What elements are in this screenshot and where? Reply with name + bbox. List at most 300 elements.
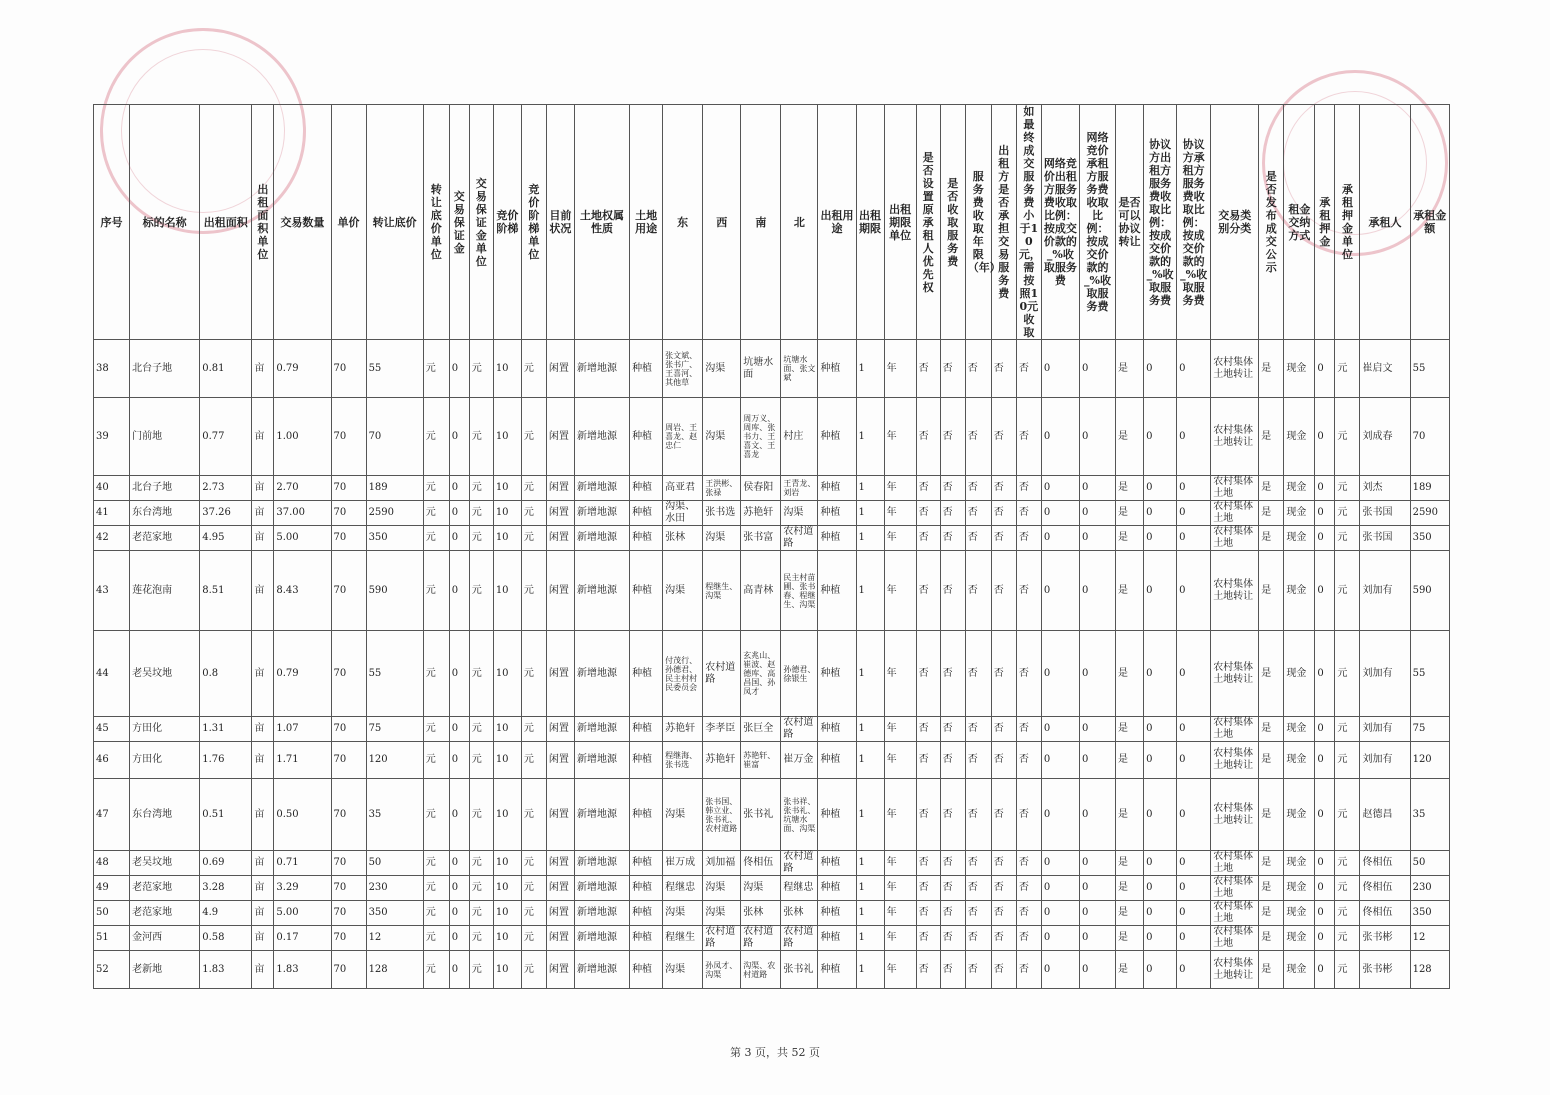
table-cell: 元	[469, 501, 493, 526]
table-cell: 12	[366, 926, 423, 951]
table-cell: 0.77	[200, 398, 252, 476]
table-cell: 0	[1041, 742, 1079, 779]
table-cell: 种植	[818, 717, 856, 742]
table-cell: 玄兆山、崔波、赵德库、高昌国、孙凤才	[741, 631, 781, 717]
table-cell: 新增地源	[574, 742, 629, 779]
table-cell: 年	[884, 398, 916, 476]
table-cell: 0	[1041, 476, 1079, 501]
table-cell: 0	[1177, 901, 1211, 926]
table-cell: 否	[965, 526, 991, 551]
table-cell: 刘加有	[1360, 742, 1410, 779]
table-cell: 现金	[1284, 876, 1315, 901]
table-cell: 刘加有	[1360, 551, 1410, 631]
table-cell: 0	[1041, 951, 1079, 989]
table-cell: 0	[1177, 631, 1211, 717]
table-cell: 0	[449, 398, 469, 476]
table-cell: 否	[916, 779, 940, 851]
table-cell: 否	[940, 340, 965, 398]
table-cell: 0	[1079, 717, 1115, 742]
table-cell: 0	[1315, 476, 1335, 501]
table-cell: 10	[493, 779, 521, 851]
column-header: 交易数量	[274, 105, 331, 340]
table-cell: 是	[1259, 631, 1284, 717]
table-cell: 1	[856, 631, 884, 717]
table-cell: 128	[366, 951, 423, 989]
column-header: 是否设置原承租人优先权	[916, 105, 940, 340]
table-cell: 0	[449, 742, 469, 779]
table-cell: 张书富	[741, 526, 781, 551]
table-cell: 否	[991, 501, 1016, 526]
table-cell: 张书礼	[741, 779, 781, 851]
table-row	[94, 742, 1450, 779]
table-cell: 否	[916, 742, 940, 779]
table-cell: 种植	[818, 526, 856, 551]
table-cell: 否	[940, 526, 965, 551]
land-lease-table	[93, 104, 1450, 989]
table-cell: 种植	[818, 631, 856, 717]
column-header: 出租方是否承担交易服务费	[991, 105, 1016, 340]
table-cell: 128	[1410, 951, 1449, 989]
table-cell: 是	[1116, 526, 1144, 551]
table-cell: 48	[94, 851, 130, 876]
table-cell: 元	[469, 926, 493, 951]
table-cell: 新增地源	[574, 501, 629, 526]
table-cell: 0	[1177, 501, 1211, 526]
table-cell: 否	[1016, 526, 1041, 551]
table-cell: 刘加有	[1360, 631, 1410, 717]
table-cell: 否	[991, 926, 1016, 951]
table-cell: 1	[856, 851, 884, 876]
table-cell: 0.58	[200, 926, 252, 951]
table-cell: 亩	[252, 551, 274, 631]
table-cell: 元	[521, 851, 546, 876]
table-cell: 1.76	[200, 742, 252, 779]
table-cell: 村庄	[781, 398, 818, 476]
table-cell: 现金	[1284, 926, 1315, 951]
table-cell: 元	[521, 476, 546, 501]
table-cell: 否	[991, 526, 1016, 551]
table-cell: 0.79	[274, 340, 331, 398]
table-cell: 0.51	[200, 779, 252, 851]
table-cell: 元	[521, 926, 546, 951]
table-row	[94, 631, 1450, 717]
table-cell: 元	[1335, 851, 1360, 876]
table-cell: 0	[1315, 340, 1335, 398]
column-header: 承租押金	[1315, 105, 1335, 340]
table-cell: 是	[1259, 779, 1284, 851]
table-cell: 元	[1335, 876, 1360, 901]
table-cell: 否	[916, 631, 940, 717]
table-cell: 坑塘水面、张文斌	[781, 340, 818, 398]
table-cell: 否	[1016, 926, 1041, 951]
table-cell: 350	[366, 901, 423, 926]
column-header: 是否可以协议转让	[1116, 105, 1144, 340]
table-cell: 0	[1079, 501, 1115, 526]
table-cell: 闲置	[546, 398, 574, 476]
table-cell: 1	[856, 951, 884, 989]
table-cell: 44	[94, 631, 130, 717]
table-cell: 50	[94, 901, 130, 926]
table-cell: 0	[449, 501, 469, 526]
table-cell: 元	[521, 876, 546, 901]
table-cell: 1	[856, 476, 884, 501]
column-header: 交易保证金	[449, 105, 469, 340]
table-cell: 否	[991, 876, 1016, 901]
table-cell: 元	[423, 901, 449, 926]
table-cell: 是	[1116, 742, 1144, 779]
table-cell: 元	[469, 340, 493, 398]
table-cell: 周万义、周库、张书力、王喜文、王喜龙	[741, 398, 781, 476]
table-cell: 元	[521, 779, 546, 851]
table-cell: 程继忠	[781, 876, 818, 901]
table-cell: 0	[1041, 398, 1079, 476]
table-cell: 590	[1410, 551, 1449, 631]
table-cell: 元	[423, 876, 449, 901]
table-cell: 种植	[818, 398, 856, 476]
table-body	[94, 340, 1450, 989]
table-row	[94, 901, 1450, 926]
table-cell: 否	[965, 926, 991, 951]
table-cell: 种植	[630, 631, 663, 717]
table-cell: 否	[965, 717, 991, 742]
table-cell: 东台湾地	[130, 501, 200, 526]
table-cell: 程继忠	[663, 876, 703, 901]
table-cell: 刘杰	[1360, 476, 1410, 501]
table-cell: 37.00	[274, 501, 331, 526]
table-cell: 亩	[252, 398, 274, 476]
table-cell: 1	[856, 398, 884, 476]
table-cell: 张书选	[703, 501, 741, 526]
column-header: 是否收取服务费	[940, 105, 965, 340]
table-cell: 种植	[630, 876, 663, 901]
table-cell: 0	[1315, 398, 1335, 476]
table-cell: 否	[940, 951, 965, 989]
table-cell: 东台湾地	[130, 779, 200, 851]
table-cell: 种植	[630, 476, 663, 501]
table-cell: 农村集体土地转让	[1211, 340, 1259, 398]
table-cell: 70	[331, 476, 366, 501]
table-cell: 农村道路	[781, 851, 818, 876]
table-cell: 70	[331, 926, 366, 951]
table-cell: 元	[1335, 779, 1360, 851]
table-cell: 否	[965, 876, 991, 901]
column-header: 出租用途	[818, 105, 856, 340]
table-cell: 现金	[1284, 717, 1315, 742]
table-cell: 是	[1259, 398, 1284, 476]
table-cell: 种植	[818, 901, 856, 926]
column-header: 南	[741, 105, 781, 340]
table-cell: 否	[965, 476, 991, 501]
column-header: 单价	[331, 105, 366, 340]
table-cell: 元	[1335, 526, 1360, 551]
table-cell: 189	[1410, 476, 1449, 501]
table-cell: 否	[940, 779, 965, 851]
table-cell: 是	[1259, 926, 1284, 951]
column-header: 承租金额	[1410, 105, 1449, 340]
table-cell: 亩	[252, 926, 274, 951]
table-cell: 1.07	[274, 717, 331, 742]
table-cell: 农村道路	[781, 926, 818, 951]
table-cell: 农村集体土地	[1211, 526, 1259, 551]
column-header: 竞价阶梯单位	[521, 105, 546, 340]
table-cell: 元	[423, 398, 449, 476]
column-header: 转让底价单位	[423, 105, 449, 340]
table-cell: 张书国、韩立业、张书礼、农村道路	[703, 779, 741, 851]
table-cell: 是	[1116, 340, 1144, 398]
table-row	[94, 779, 1450, 851]
table-cell: 39	[94, 398, 130, 476]
table-cell: 闲置	[546, 742, 574, 779]
table-cell: 种植	[630, 779, 663, 851]
table-cell: 程继生、沟渠	[703, 551, 741, 631]
table-cell: 0	[1079, 398, 1115, 476]
table-cell: 种植	[818, 779, 856, 851]
table-cell: 刘成春	[1360, 398, 1410, 476]
table-cell: 0	[1177, 717, 1211, 742]
table-cell: 元	[423, 501, 449, 526]
table-cell: 否	[991, 901, 1016, 926]
table-cell: 元	[469, 551, 493, 631]
table-cell: 否	[916, 717, 940, 742]
table-cell: 侯春阳	[741, 476, 781, 501]
table-cell: 沟渠	[703, 526, 741, 551]
table-cell: 1	[856, 742, 884, 779]
table-cell: 亩	[252, 631, 274, 717]
table-cell: 否	[916, 340, 940, 398]
table-cell: 是	[1116, 926, 1144, 951]
table-cell: 否	[940, 742, 965, 779]
table-cell: 方田化	[130, 742, 200, 779]
table-cell: 苏艳轩	[741, 501, 781, 526]
table-cell: 否	[916, 876, 940, 901]
table-cell: 0	[1144, 851, 1177, 876]
table-cell: 农村道路	[781, 526, 818, 551]
table-cell: 沟渠	[703, 398, 741, 476]
table-cell: 门前地	[130, 398, 200, 476]
column-header: 竞价阶梯	[493, 105, 521, 340]
table-cell: 元	[469, 742, 493, 779]
table-cell: 否	[1016, 951, 1041, 989]
table-cell: 0	[1315, 951, 1335, 989]
table-cell: 4.95	[200, 526, 252, 551]
table-cell: 50	[1410, 851, 1449, 876]
table-cell: 佟相伍	[1360, 851, 1410, 876]
table-cell: 0	[1177, 876, 1211, 901]
table-cell: 0	[1041, 551, 1079, 631]
table-cell: 10	[493, 501, 521, 526]
table-cell: 现金	[1284, 501, 1315, 526]
table-cell: 现金	[1284, 398, 1315, 476]
column-header: 北	[781, 105, 818, 340]
table-cell: 农村集体土地转让	[1211, 742, 1259, 779]
table-cell: 老范家地	[130, 876, 200, 901]
table-cell: 0	[449, 926, 469, 951]
table-cell: 70	[331, 526, 366, 551]
table-cell: 1	[856, 901, 884, 926]
table-cell: 是	[1116, 631, 1144, 717]
table-cell: 否	[965, 501, 991, 526]
table-cell: 崔万金	[781, 742, 818, 779]
table-cell: 0	[1177, 851, 1211, 876]
table-cell: 2.70	[274, 476, 331, 501]
table-cell: 年	[884, 340, 916, 398]
table-cell: 亩	[252, 476, 274, 501]
table-cell: 0	[1079, 926, 1115, 951]
column-header: 序号	[94, 105, 130, 340]
table-cell: 55	[1410, 340, 1449, 398]
table-cell: 否	[1016, 742, 1041, 779]
column-header: 出租面积单位	[252, 105, 274, 340]
table-cell: 10	[493, 398, 521, 476]
table-cell: 0	[1079, 631, 1115, 717]
table-cell: 0	[449, 851, 469, 876]
table-cell: 种植	[818, 742, 856, 779]
table-cell: 70	[331, 742, 366, 779]
table-cell: 种植	[630, 901, 663, 926]
table-cell: 否	[1016, 398, 1041, 476]
table-cell: 否	[1016, 901, 1041, 926]
table-cell: 新增地源	[574, 526, 629, 551]
table-cell: 否	[965, 742, 991, 779]
table-cell: 张林	[663, 526, 703, 551]
table-cell: 是	[1116, 779, 1144, 851]
table-cell: 0	[1144, 501, 1177, 526]
table-cell: 元	[521, 717, 546, 742]
table-cell: 0	[1315, 851, 1335, 876]
table-cell: 农村集体土地	[1211, 851, 1259, 876]
table-cell: 年	[884, 526, 916, 551]
table-cell: 70	[331, 951, 366, 989]
table-cell: 沟渠	[663, 551, 703, 631]
table-cell: 37.26	[200, 501, 252, 526]
table-cell: 是	[1116, 551, 1144, 631]
table-cell: 新增地源	[574, 551, 629, 631]
table-cell: 否	[965, 951, 991, 989]
table-cell: 种植	[630, 742, 663, 779]
table-cell: 农村集体土地	[1211, 717, 1259, 742]
table-cell: 元	[1335, 742, 1360, 779]
column-header: 网络竞价出租方服务费收取比例：按成交价款的_%收取服务费	[1041, 105, 1079, 340]
table-cell: 老范家地	[130, 901, 200, 926]
table-cell: 北台子地	[130, 340, 200, 398]
table-cell: 10	[493, 631, 521, 717]
column-header: 协议方出租方服务费收取比例：按成交价款的_%收取服务费	[1144, 105, 1177, 340]
column-header: 交易类别分类	[1211, 105, 1259, 340]
table-cell: 种植	[630, 851, 663, 876]
table-cell: 是	[1116, 501, 1144, 526]
table-cell: 崔万成	[663, 851, 703, 876]
table-cell: 元	[423, 742, 449, 779]
table-cell: 元	[521, 398, 546, 476]
table-cell: 10	[493, 926, 521, 951]
table-cell: 否	[991, 717, 1016, 742]
column-header: 承租押金单位	[1335, 105, 1360, 340]
table-cell: 付茂行、孙德君、民主村村民委员会	[663, 631, 703, 717]
table-cell: 1	[856, 926, 884, 951]
table-cell: 刘加福	[703, 851, 741, 876]
table-cell: 70	[331, 876, 366, 901]
column-header: 转让底价	[366, 105, 423, 340]
table-cell: 种植	[630, 551, 663, 631]
table-cell: 否	[916, 501, 940, 526]
table-cell: 闲置	[546, 779, 574, 851]
table-cell: 程继海、张书选	[663, 742, 703, 779]
table-cell: 1.83	[274, 951, 331, 989]
table-cell: 0	[1079, 901, 1115, 926]
table-cell: 0.79	[274, 631, 331, 717]
table-cell: 0	[1079, 742, 1115, 779]
table-cell: 0	[1177, 742, 1211, 779]
table-cell: 种植	[630, 501, 663, 526]
table-cell: 现金	[1284, 951, 1315, 989]
table-cell: 10	[493, 742, 521, 779]
table-cell: 张书国	[1360, 526, 1410, 551]
table-cell: 0	[1041, 340, 1079, 398]
table-cell: 1	[856, 501, 884, 526]
table-cell: 1	[856, 340, 884, 398]
table-cell: 元	[469, 476, 493, 501]
column-header: 西	[703, 105, 741, 340]
table-cell: 12	[1410, 926, 1449, 951]
table-cell: 0	[1144, 876, 1177, 901]
table-cell: 35	[366, 779, 423, 851]
table-cell: 元	[469, 851, 493, 876]
table-cell: 新增地源	[574, 476, 629, 501]
table-cell: 张书彬	[1360, 926, 1410, 951]
table-cell: 否	[916, 851, 940, 876]
column-header: 出租面积	[200, 105, 252, 340]
table-cell: 亩	[252, 340, 274, 398]
table-cell: 46	[94, 742, 130, 779]
table-cell: 是	[1116, 901, 1144, 926]
table-cell: 0	[1144, 951, 1177, 989]
table-cell: 新增地源	[574, 340, 629, 398]
table-cell: 元	[469, 901, 493, 926]
table-cell: 0	[449, 340, 469, 398]
table-cell: 55	[366, 631, 423, 717]
table-cell: 0.17	[274, 926, 331, 951]
table-cell: 0	[1315, 501, 1335, 526]
table-cell: 元	[423, 926, 449, 951]
column-header: 承租人	[1360, 105, 1410, 340]
table-cell: 年	[884, 631, 916, 717]
table-cell: 农村集体土地转让	[1211, 398, 1259, 476]
table-cell: 0	[1144, 779, 1177, 851]
table-cell: 是	[1116, 398, 1144, 476]
table-cell: 方田化	[130, 717, 200, 742]
table-cell: 是	[1116, 717, 1144, 742]
table-cell: 70	[331, 501, 366, 526]
table-cell: 0	[1315, 926, 1335, 951]
table-cell: 现金	[1284, 742, 1315, 779]
table-cell: 0	[449, 717, 469, 742]
table-cell: 年	[884, 476, 916, 501]
table-cell: 0	[1144, 526, 1177, 551]
table-cell: 农村集体土地转让	[1211, 951, 1259, 989]
table-cell: 年	[884, 876, 916, 901]
column-header: 服务费收取年限（年）	[965, 105, 991, 340]
table-cell: 45	[94, 717, 130, 742]
table-cell: 否	[1016, 717, 1041, 742]
table-row	[94, 526, 1450, 551]
table-cell: 2.73	[200, 476, 252, 501]
table-cell: 新增地源	[574, 779, 629, 851]
table-cell: 种植	[630, 340, 663, 398]
column-header: 是否发布成交公示	[1259, 105, 1284, 340]
table-cell: 0	[1041, 717, 1079, 742]
table-cell: 崔启文	[1360, 340, 1410, 398]
table-cell: 种植	[818, 951, 856, 989]
